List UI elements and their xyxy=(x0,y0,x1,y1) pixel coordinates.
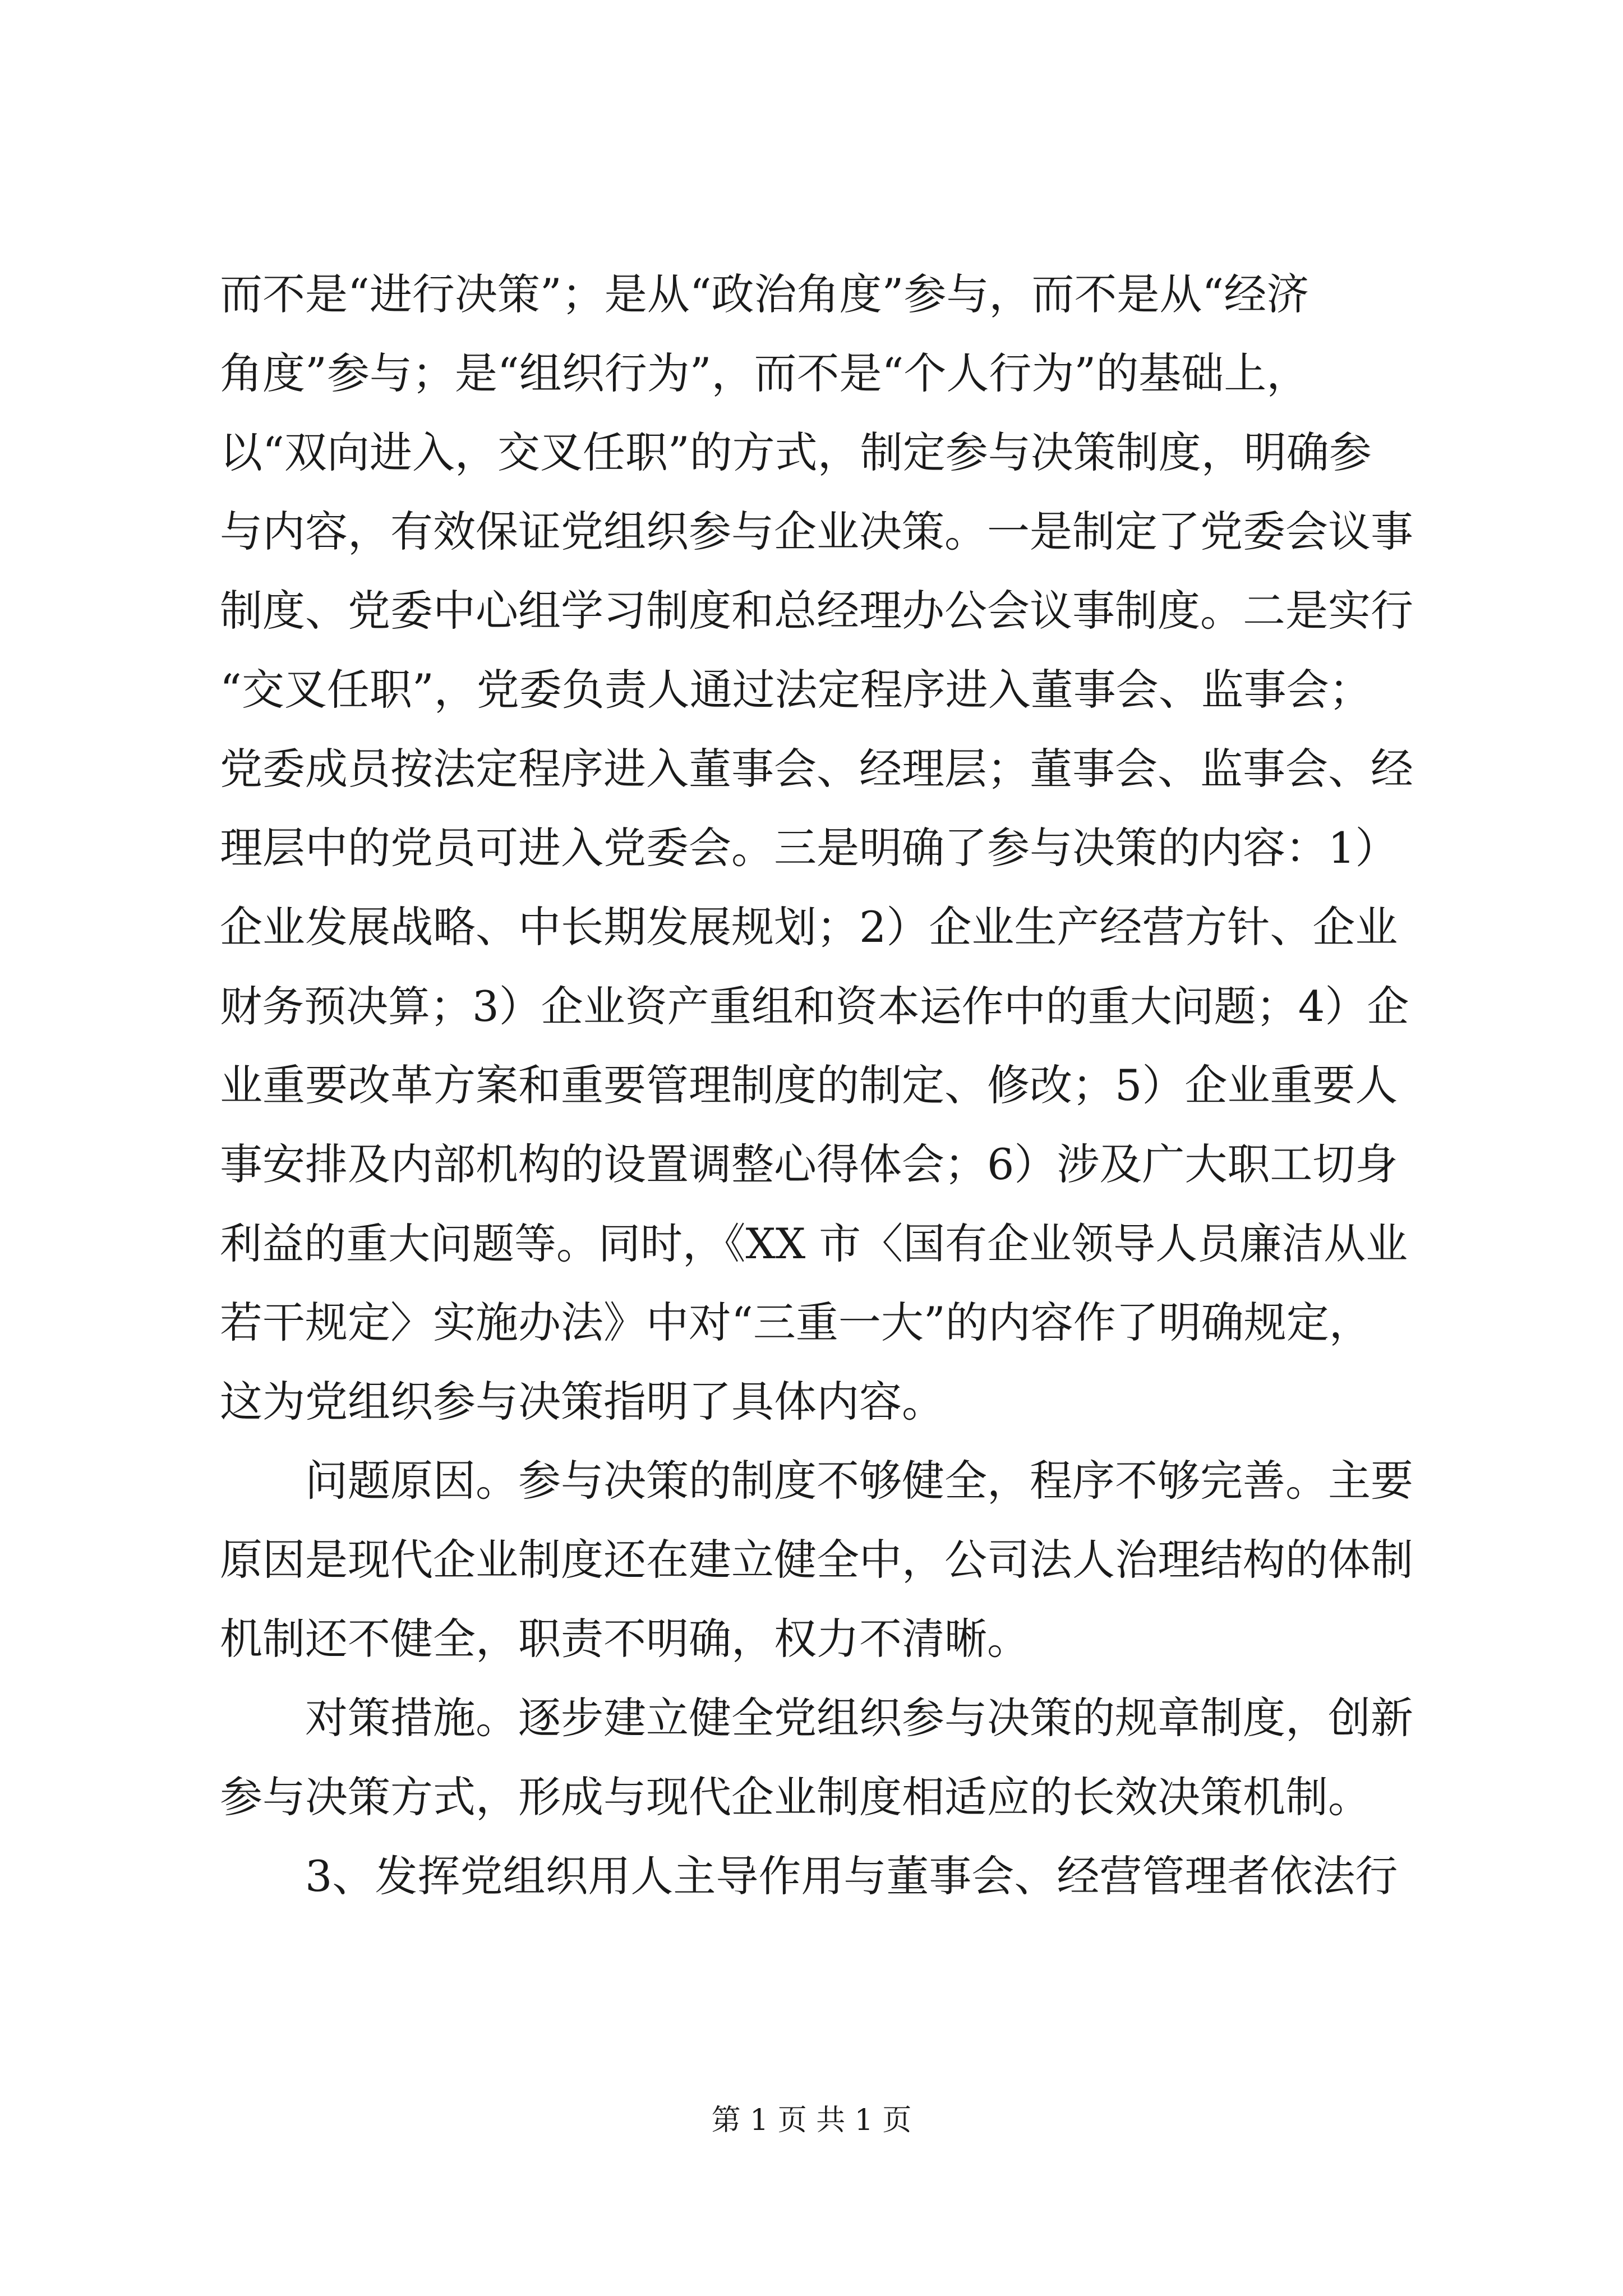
text-line: 党委成员按法定程序进入董事会、经理层；董事会、监事会、经 xyxy=(220,744,1413,794)
text-line: 而不是“进行决策”；是从“政治角度”参与，而不是从“经济 xyxy=(220,269,1310,319)
text-line: 参与决策方式，形成与现代企业制度相适应的长效决策机制。 xyxy=(220,1772,1371,1822)
text-line: 事安排及内部机构的设置调整心得体会；6）涉及广大职工切身 xyxy=(220,1139,1398,1189)
text-line: 企业发展战略、中长期发展规划；2）企业生产经营方针、企业 xyxy=(220,902,1398,952)
text-line: 理层中的党员可进入党委会。三是明确了参与决策的内容：1） xyxy=(220,823,1398,873)
paragraph-first-line: 3、发挥党组织用人主导作用与董事会、经营管理者依法行 xyxy=(305,1851,1398,1901)
text-line: 与内容，有效保证党组织参与企业决策。一是制定了党委会议事 xyxy=(220,507,1413,556)
page-footer: 第 1 页 共 1 页 xyxy=(711,2104,912,2137)
text-line: 角度”参与；是“组织行为”，而不是“个人行为”的基础上， xyxy=(220,348,1310,398)
paragraph-first-line: 对策措施。逐步建立健全党组织参与决策的规章制度，创新 xyxy=(305,1693,1413,1743)
text-line: 这为党组织参与决策指明了具体内容。 xyxy=(220,1377,944,1427)
text-line: 原因是现代企业制度还在建立健全中，公司法人治理结构的体制 xyxy=(220,1535,1413,1585)
text-line: 若干规定〉实施办法》中对“三重一大”的内容作了明确规定， xyxy=(220,1297,1372,1347)
text-line: 制度、党委中心组学习制度和总经理办公会议事制度。二是实行 xyxy=(220,586,1413,636)
text-line: “交叉任职”，党委负责人通过法定程序进入董事会、监事会； xyxy=(220,665,1372,715)
text-line: 财务预决算；3）企业资产重组和资本运作中的重大问题；4）企 xyxy=(220,982,1409,1031)
text-line: 以“双向进入，交叉任职”的方式，制定参与决策制度，明确参 xyxy=(220,427,1372,477)
text-line: 机制还不健全，职责不明确，权力不清晰。 xyxy=(220,1614,1030,1664)
text-line: 利益的重大问题等。同时，《XX 市〈国有企业领导人员廉洁从业 xyxy=(220,1219,1408,1268)
text-line: 业重要改革方案和重要管理制度的制定、修改；5）企业重要人 xyxy=(220,1060,1398,1110)
paragraph-first-line: 问题原因。参与决策的制度不够健全，程序不够完善。主要 xyxy=(305,1456,1413,1506)
